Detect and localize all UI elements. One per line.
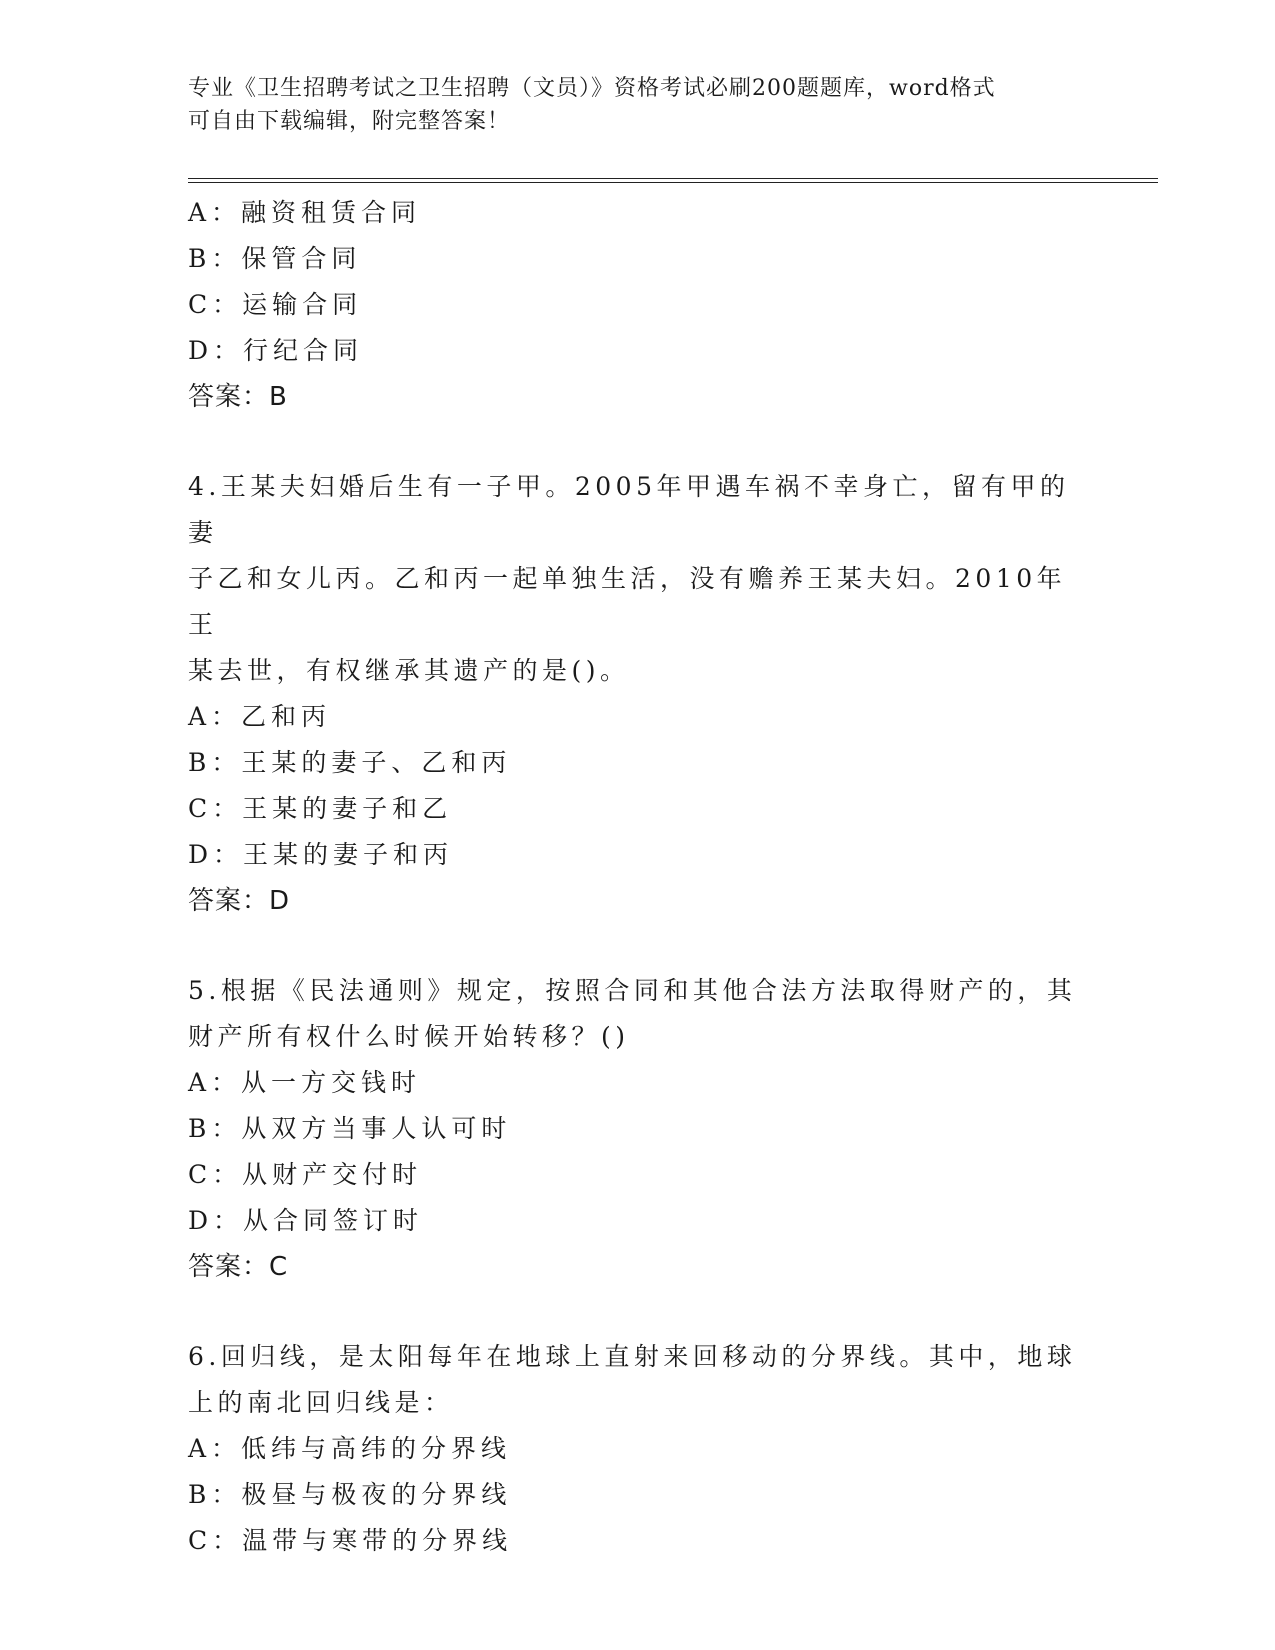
question-stem-line: 4.王某夫妇婚后生有一子甲。2005年甲遇车祸不幸身亡，留有甲的妻 (188, 472, 1070, 547)
answer-text: 答案：B (188, 382, 288, 412)
question-stem-line: 6.回归线，是太阳每年在地球上直射来回移动的分界线。其中，地球 (188, 1342, 1077, 1371)
header-line-2: 可自由下载编辑，附完整答案！ (188, 109, 511, 134)
option-a: A：融资租赁合同 (188, 198, 422, 227)
spacer (188, 420, 1088, 464)
header-divider (188, 178, 1158, 183)
question-4 (188, 464, 1088, 924)
question-stem-line: 上的南北回归线是： (188, 1388, 454, 1417)
spacer (188, 924, 1088, 968)
document-header (188, 72, 1068, 138)
question-stem-line: 5.根据《民法通则》规定，按照合同和其他合法方法取得财产的，其 (188, 976, 1077, 1005)
question-stem-line: 子乙和女儿丙。乙和丙一起单独生活，没有赡养王某夫妇。2010年王 (188, 564, 1067, 639)
option-a: A：低纬与高纬的分界线 (188, 1434, 512, 1463)
question-6 (188, 1334, 1088, 1564)
question-5 (188, 968, 1088, 1290)
spacer (188, 1290, 1088, 1334)
header-line-1: 专业《卫生招聘考试之卫生招聘（文员）》资格考试必刷200题题库，word格式 (188, 76, 996, 101)
option-b: B：王某的妻子、乙和丙 (188, 748, 512, 777)
option-c: C：温带与寒带的分界线 (188, 1526, 513, 1555)
option-c: C：运输合同 (188, 290, 363, 319)
option-b: B：从双方当事人认可时 (188, 1114, 512, 1143)
option-d: D：从合同签订时 (188, 1206, 424, 1235)
option-a: A：乙和丙 (188, 702, 332, 731)
question-stem-line: 财产所有权什么时候开始转移？() (188, 1022, 630, 1051)
answer-text: 答案：D (188, 886, 291, 916)
question-list (188, 190, 1088, 1564)
answer-text: 答案：C (188, 1252, 289, 1282)
question-stem-line: 某去世，有权继承其遗产的是()。 (188, 656, 630, 685)
option-c: C：王某的妻子和乙 (188, 794, 453, 823)
option-b: B：保管合同 (188, 244, 362, 273)
option-a: A：从一方交钱时 (188, 1068, 422, 1097)
question-3 (188, 190, 1088, 420)
option-d: D：行纪合同 (188, 336, 364, 365)
option-d: D：王某的妻子和丙 (188, 840, 454, 869)
option-b: B：极昼与极夜的分界线 (188, 1480, 512, 1509)
option-c: C：从财产交付时 (188, 1160, 423, 1189)
